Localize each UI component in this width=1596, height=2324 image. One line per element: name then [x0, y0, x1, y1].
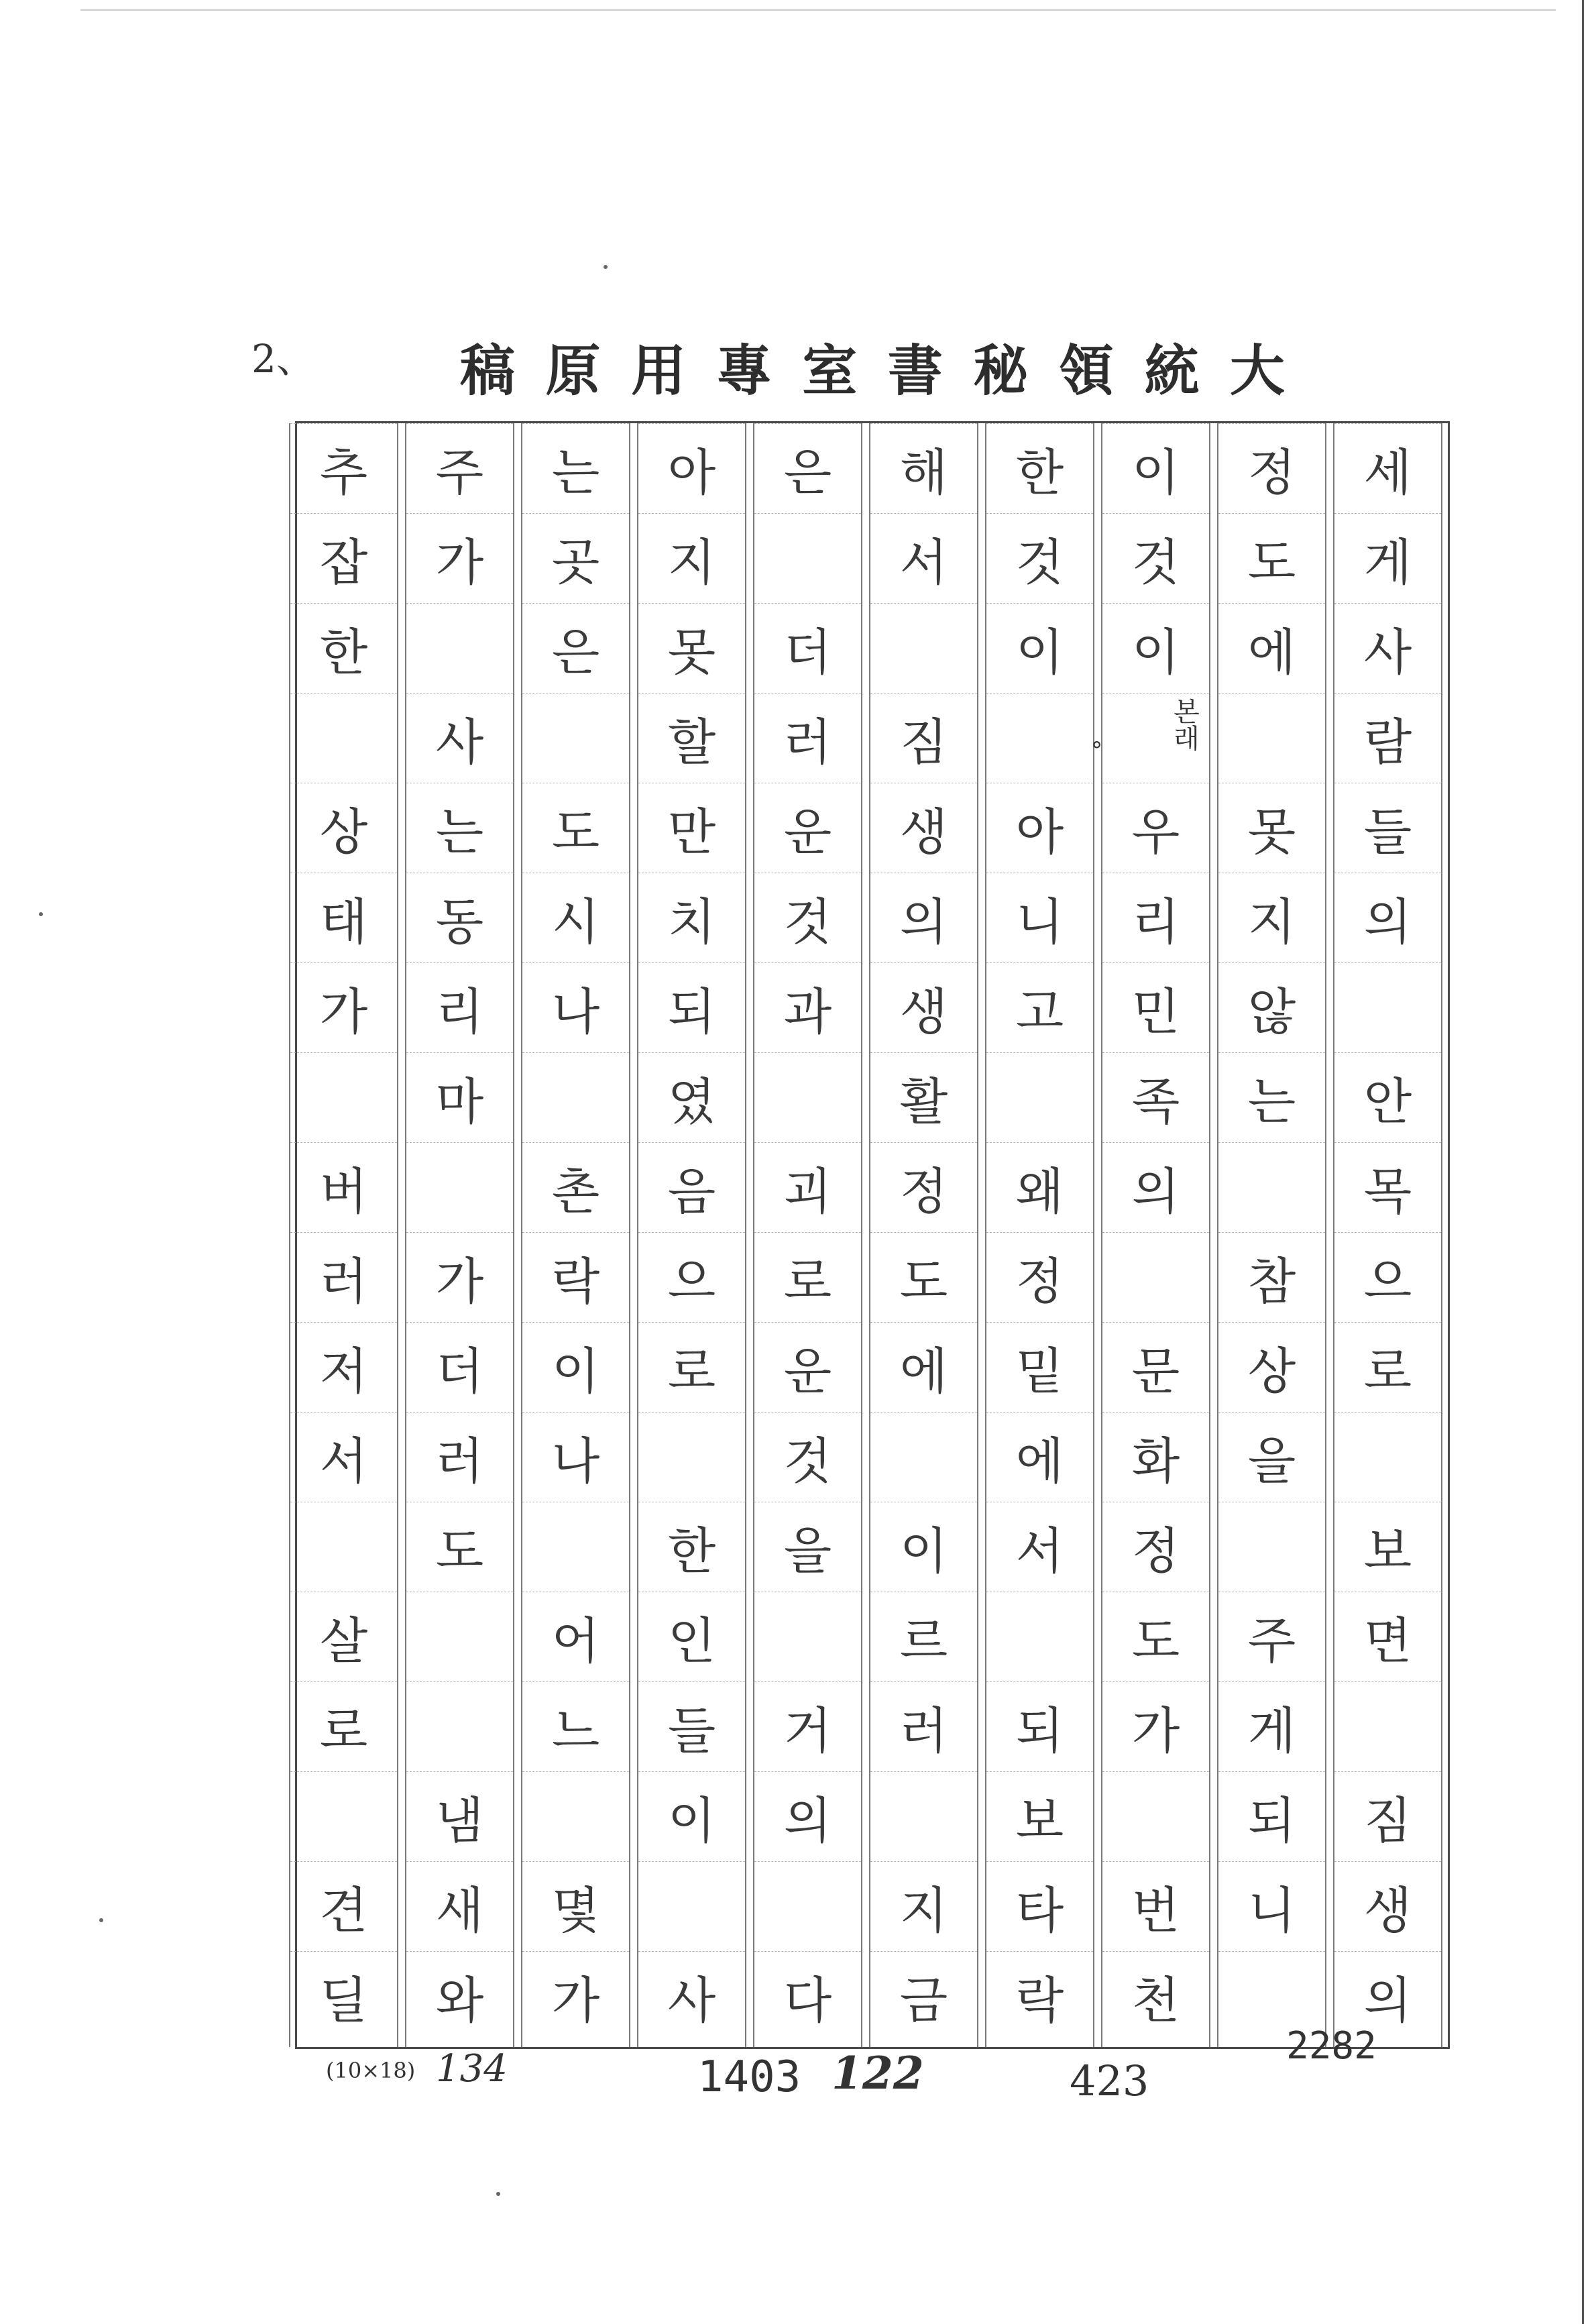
- manuscript-cell: 주: [406, 423, 513, 513]
- manuscript-cell: 저: [290, 1322, 397, 1412]
- manuscript-column: [405, 423, 514, 2047]
- manuscript-cell: 문: [1102, 1322, 1209, 1412]
- manuscript-cell: 을: [1218, 1412, 1325, 1502]
- manuscript-cell: 못: [1218, 783, 1325, 873]
- manuscript-cell: 로: [638, 1322, 745, 1412]
- manuscript-cell: 락: [522, 1232, 629, 1322]
- manuscript-cell: 번: [1102, 1861, 1209, 1951]
- manuscript-cell: [638, 1861, 745, 1951]
- manuscript-cell: 의: [1334, 1951, 1441, 2041]
- manuscript-cell: 운: [754, 783, 861, 873]
- manuscript-cell: 딜: [290, 1951, 397, 2041]
- manuscript-cell: 한: [638, 1502, 745, 1592]
- manuscript-cell: [754, 1592, 861, 1681]
- manuscript-cell: 추: [290, 423, 397, 513]
- manuscript-cell: 운: [754, 1322, 861, 1412]
- manuscript-cell: 상: [290, 783, 397, 873]
- insertion-note: 본래: [1169, 698, 1200, 751]
- title-char: 大: [1229, 339, 1285, 403]
- manuscript-cell: 아: [986, 783, 1093, 873]
- manuscript-cell: 보: [1334, 1502, 1441, 1592]
- manuscript-cell: 것: [986, 513, 1093, 603]
- title-char: 專: [716, 339, 772, 403]
- manuscript-cell: 에: [986, 1412, 1093, 1502]
- manuscript-cell: [1218, 1502, 1325, 1592]
- manuscript-cell: 였: [638, 1052, 745, 1142]
- manuscript-cell: 는: [522, 423, 629, 513]
- manuscript-cell: 러: [870, 1681, 977, 1771]
- manuscript-cell: 더: [406, 1322, 513, 1412]
- manuscript-cell: 서: [290, 1412, 397, 1502]
- manuscript-cell: 을: [754, 1502, 861, 1592]
- manuscript-cell: 견: [290, 1861, 397, 1951]
- manuscript-cell: 사: [638, 1951, 745, 2041]
- manuscript-cell: [406, 603, 513, 693]
- paper-speck: [99, 1918, 103, 1922]
- manuscript-cell: 다: [754, 1951, 861, 2041]
- manuscript-cell: 것: [754, 1412, 861, 1502]
- manuscript-cell: 게: [1218, 1681, 1325, 1771]
- manuscript-cell: 해: [870, 423, 977, 513]
- manuscript-cell: [290, 1771, 397, 1861]
- manuscript-cell: 민: [1102, 962, 1209, 1052]
- manuscript-cell: 도: [870, 1232, 977, 1322]
- manuscript-cell: 잡: [290, 513, 397, 603]
- manuscript-cell: 로: [1334, 1322, 1441, 1412]
- manuscript-cell: 과: [754, 962, 861, 1052]
- grid-size-label: (10×18): [326, 2058, 416, 2083]
- manuscript-cell: 인: [638, 1592, 745, 1681]
- manuscript-cell: 면: [1334, 1592, 1441, 1681]
- manuscript-cell: 생: [870, 783, 977, 873]
- manuscript-cell: 촌: [522, 1142, 629, 1232]
- manuscript-cell: 나: [522, 962, 629, 1052]
- scan-edge-line: [80, 9, 1556, 11]
- manuscript-cell: 태: [290, 873, 397, 962]
- manuscript-column: [637, 423, 746, 2047]
- manuscript-cell: [986, 1592, 1093, 1681]
- manuscript-cell: 않: [1218, 962, 1325, 1052]
- manuscript-cell: 도: [1218, 513, 1325, 603]
- manuscript-cell: 활: [870, 1052, 977, 1142]
- manuscript-cell: 금: [870, 1951, 977, 2041]
- manuscript-cell: 느: [522, 1681, 629, 1771]
- manuscript-cell: 보: [986, 1771, 1093, 1861]
- manuscript-cell: 로: [754, 1232, 861, 1322]
- manuscript-column: [753, 423, 862, 2047]
- manuscript-cell: 들: [638, 1681, 745, 1771]
- page-edge-line: [1582, 0, 1584, 2324]
- manuscript-cell: 되: [1218, 1771, 1325, 1861]
- manuscript-cell: 정: [1218, 423, 1325, 513]
- manuscript-cell: 이: [522, 1322, 629, 1412]
- manuscript-cell: 서: [870, 513, 977, 603]
- manuscript-cell: 으: [1334, 1232, 1441, 1322]
- manuscript-cell: 못: [638, 603, 745, 693]
- manuscript-cell: 짐: [870, 693, 977, 783]
- handwritten-number-134: 134: [436, 2047, 508, 2091]
- manuscript-cell: 마: [406, 1052, 513, 1142]
- manuscript-cell: [290, 693, 397, 783]
- stamped-number-423: 423: [1070, 2056, 1149, 2105]
- manuscript-cell: 할: [638, 693, 745, 783]
- manuscript-cell: [290, 1502, 397, 1592]
- manuscript-cell: 이: [1102, 603, 1209, 693]
- manuscript-cell: 의: [754, 1771, 861, 1861]
- manuscript-cell: 어: [522, 1592, 629, 1681]
- manuscript-cell: [522, 1052, 629, 1142]
- manuscript-cell: [1334, 1681, 1441, 1771]
- manuscript-column: [1217, 423, 1326, 2047]
- manuscript-cell: 러: [406, 1412, 513, 1502]
- manuscript-cell: 만: [638, 783, 745, 873]
- manuscript-cell: 은: [522, 603, 629, 693]
- paper-speck: [39, 912, 43, 916]
- manuscript-cell: 의: [1334, 873, 1441, 962]
- manuscript-cell: [754, 1052, 861, 1142]
- manuscript-cell: 들: [1334, 783, 1441, 873]
- manuscript-cell: 의: [1102, 1142, 1209, 1232]
- manuscript-cell: 으: [638, 1232, 745, 1322]
- manuscript-cell: 동: [406, 873, 513, 962]
- manuscript-cell: 지: [870, 1861, 977, 1951]
- manuscript-cell: [870, 1771, 977, 1861]
- manuscript-cell: 냄: [406, 1771, 513, 1861]
- manuscript-cell: 러: [290, 1232, 397, 1322]
- manuscript-cell: [1334, 1412, 1441, 1502]
- manuscript-cell: 니: [986, 873, 1093, 962]
- manuscript-column: [521, 423, 630, 2047]
- manuscript-grid: [295, 421, 1450, 2049]
- manuscript-cell: 이: [1102, 423, 1209, 513]
- manuscript-cell: [1218, 693, 1325, 783]
- manuscript-cell: 가: [406, 1232, 513, 1322]
- manuscript-cell: 니: [1218, 1861, 1325, 1951]
- manuscript-cell: [290, 1052, 397, 1142]
- manuscript-cell: 되: [638, 962, 745, 1052]
- manuscript-cell: [1102, 1771, 1209, 1861]
- manuscript-cell: 상: [1218, 1322, 1325, 1412]
- manuscript-cell: 은: [754, 423, 861, 513]
- manuscript-cell: [1102, 1232, 1209, 1322]
- manuscript-cell: 것: [754, 873, 861, 962]
- manuscript-cell: 거: [754, 1681, 861, 1771]
- manuscript-cell: 러: [754, 693, 861, 783]
- manuscript-cell: 도: [1102, 1592, 1209, 1681]
- title-char: 原: [545, 339, 601, 403]
- paper-speck: [604, 265, 608, 269]
- manuscript-cell: 세: [1334, 423, 1441, 513]
- manuscript-cell: 주: [1218, 1592, 1325, 1681]
- insertion-mark: ∘: [1090, 731, 1104, 758]
- manuscript-cell: 의: [870, 873, 977, 962]
- manuscript-cell: 에: [870, 1322, 977, 1412]
- manuscript-cell: 천: [1102, 1951, 1209, 2041]
- stamped-number-2282: 2282: [1286, 2024, 1377, 2068]
- title-char: 用: [631, 339, 687, 403]
- manuscript-cell: [1218, 1142, 1325, 1232]
- manuscript-cell: 아: [638, 423, 745, 513]
- manuscript-cell: 우: [1102, 783, 1209, 873]
- manuscript-cell: 가: [290, 962, 397, 1052]
- manuscript-cell: 로: [290, 1681, 397, 1771]
- manuscript-cell: 가: [406, 513, 513, 603]
- manuscript-cell: 왜: [986, 1142, 1093, 1232]
- title-char: 書: [887, 339, 943, 403]
- manuscript-cell: 이: [870, 1502, 977, 1592]
- paper-speck: [496, 2192, 500, 2196]
- manuscript-cell: 참: [1218, 1232, 1325, 1322]
- manuscript-cell: 치: [638, 873, 745, 962]
- manuscript-cell: 가: [522, 1951, 629, 2041]
- manuscript-cell: [986, 1052, 1093, 1142]
- manuscript-header-title: [460, 327, 1285, 406]
- manuscript-column: [289, 423, 398, 2047]
- manuscript-cell: [522, 1502, 629, 1592]
- manuscript-cell: 한: [290, 603, 397, 693]
- manuscript-cell: 람: [1334, 693, 1441, 783]
- manuscript-cell: 지: [638, 513, 745, 603]
- manuscript-cell: [406, 1142, 513, 1232]
- manuscript-cell: 도: [522, 783, 629, 873]
- title-char: 秘: [973, 339, 1029, 403]
- manuscript-cell: 사: [406, 693, 513, 783]
- manuscript-cell: 락: [986, 1951, 1093, 2041]
- manuscript-cell: 도: [406, 1502, 513, 1592]
- manuscript-cell: [638, 1412, 745, 1502]
- manuscript-cell: 리: [1102, 873, 1209, 962]
- manuscript-cell: 더: [754, 603, 861, 693]
- manuscript-cell: 밑: [986, 1322, 1093, 1412]
- manuscript-cell: 게: [1334, 513, 1441, 603]
- manuscript-column: [1101, 423, 1210, 2047]
- manuscript-cell: 는: [406, 783, 513, 873]
- manuscript-cell: 한: [986, 423, 1093, 513]
- manuscript-column: [985, 423, 1094, 2047]
- manuscript-cell: 괴: [754, 1142, 861, 1232]
- manuscript-column: [869, 423, 978, 2047]
- page-number-mark: 2、: [251, 336, 315, 382]
- manuscript-cell: 안: [1334, 1052, 1441, 1142]
- manuscript-cell: 이: [638, 1771, 745, 1861]
- manuscript-cell: [1334, 962, 1441, 1052]
- manuscript-cell: [870, 1412, 977, 1502]
- handwritten-number-122: 122: [832, 2047, 924, 2099]
- manuscript-cell: 짐: [1334, 1771, 1441, 1861]
- title-char: 統: [1144, 339, 1200, 403]
- manuscript-cell: [406, 1592, 513, 1681]
- manuscript-cell: 되: [986, 1681, 1093, 1771]
- manuscript-cell: [754, 513, 861, 603]
- manuscript-cell: 목: [1334, 1142, 1441, 1232]
- manuscript-cell: 리: [406, 962, 513, 1052]
- manuscript-cell: [754, 1861, 861, 1951]
- manuscript-cell: 족: [1102, 1052, 1209, 1142]
- manuscript-cell: 정: [870, 1142, 977, 1232]
- manuscript-cell: 정: [986, 1232, 1093, 1322]
- manuscript-cell: 화: [1102, 1412, 1209, 1502]
- manuscript-column: [1333, 423, 1442, 2047]
- title-char: 室: [802, 339, 858, 403]
- manuscript-cell: 음: [638, 1142, 745, 1232]
- manuscript-cell: 나: [522, 1412, 629, 1502]
- manuscript-cell: 고: [986, 962, 1093, 1052]
- manuscript-cell: 는: [1218, 1052, 1325, 1142]
- title-char: 領: [1058, 339, 1114, 403]
- manuscript-cell: 르: [870, 1592, 977, 1681]
- manuscript-cell: 서: [986, 1502, 1093, 1592]
- manuscript-cell: 살: [290, 1592, 397, 1681]
- manuscript-cell: 정: [1102, 1502, 1209, 1592]
- manuscript-cell: 생: [870, 962, 977, 1052]
- manuscript-cell: [522, 1771, 629, 1861]
- manuscript-cell: 몇: [522, 1861, 629, 1951]
- manuscript-cell: 와: [406, 1951, 513, 2041]
- manuscript-cell: 타: [986, 1861, 1093, 1951]
- manuscript-cell: 에: [1218, 603, 1325, 693]
- manuscript-cell: 지: [1218, 873, 1325, 962]
- manuscript-cell: 사: [1334, 603, 1441, 693]
- manuscript-cell: [522, 693, 629, 783]
- manuscript-cell: [870, 603, 977, 693]
- title-char: 稿: [460, 339, 516, 403]
- manuscript-cell: 시: [522, 873, 629, 962]
- manuscript-cell: 생: [1334, 1861, 1441, 1951]
- manuscript-cell: 가: [1102, 1681, 1209, 1771]
- manuscript-cell: 버: [290, 1142, 397, 1232]
- manuscript-cell: 곳: [522, 513, 629, 603]
- manuscript-cell: 새: [406, 1861, 513, 1951]
- manuscript-cell: [986, 693, 1093, 783]
- manuscript-cell: [406, 1681, 513, 1771]
- manuscript-cell: 것: [1102, 513, 1209, 603]
- stamped-number-1403: 1403: [697, 2052, 801, 2102]
- manuscript-cell: 이: [986, 603, 1093, 693]
